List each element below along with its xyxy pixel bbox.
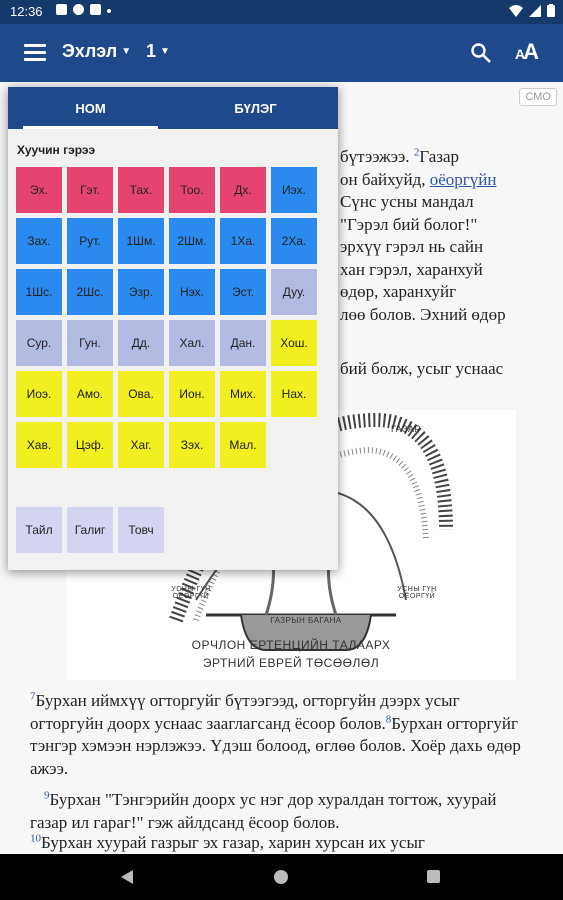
book-button[interactable]: 2Шс. — [67, 269, 113, 315]
book-button[interactable]: Эзр. — [118, 269, 164, 315]
book-button[interactable]: Иэх. — [271, 167, 317, 213]
illustration-caption: ОРЧЛОН ЕРТЕНЦИЙН ТАЛААРХ — [191, 638, 391, 652]
extra-button[interactable]: Тайл — [16, 507, 62, 553]
tab-books[interactable]: НОМ — [8, 87, 173, 129]
recents-icon[interactable] — [427, 870, 440, 883]
back-icon[interactable] — [121, 870, 133, 884]
book-button[interactable]: Нах. — [271, 371, 317, 417]
photo-notification-icon — [56, 4, 67, 15]
chapter-number: 1 — [146, 41, 157, 61]
status-bar — [0, 0, 563, 24]
book-button[interactable]: 2Шм. — [169, 218, 215, 264]
book-button[interactable]: Ион. — [169, 371, 215, 417]
search-icon[interactable] — [470, 42, 492, 64]
book-button[interactable]: Тах. — [118, 167, 164, 213]
book-button[interactable]: 2Ха. — [271, 218, 317, 264]
book-button[interactable]: Нэх. — [169, 269, 215, 315]
version-badge[interactable]: СМО — [519, 88, 557, 106]
book-button[interactable]: 1Ха. — [220, 218, 266, 264]
app-notification-icon — [90, 4, 101, 15]
wifi-icon — [509, 5, 523, 17]
app-bar — [0, 24, 563, 82]
book-button[interactable]: Гун. — [67, 320, 113, 366]
text-size-icon[interactable]: AA — [515, 39, 538, 64]
book-button[interactable]: Хав. — [16, 422, 62, 468]
cloud-notification-icon — [73, 4, 84, 15]
book-button[interactable]: Мих. — [220, 371, 266, 417]
battery-icon — [547, 4, 555, 17]
book-dropdown-icon: ▼ — [121, 46, 132, 57]
verse-10: $^{10}$Бурхан хуурай газрыг эх газар, харин хурсан их усыг — [30, 832, 425, 852]
book-button[interactable]: Эст. — [220, 269, 266, 315]
status-time: 12:36 — [10, 4, 43, 19]
book-button[interactable]: Рут. — [67, 218, 113, 264]
book-button[interactable]: Дд. — [118, 320, 164, 366]
extra-button[interactable]: Товч — [118, 507, 164, 553]
book-selector[interactable] — [62, 41, 131, 62]
verse-7: $^7$Бурхан иймхүү огторгуйг бүтээгээд, огторгуйн дээрх усыг огторгуйн доорх уснаас зааглагсанд ёсоор болов.$^8$Бурхан огторгуйг тэнгэр хэмээн нэрлэжээ. Үдэш болоод, өглөө болов. Хоёр дахь өдөр ажээ. — [30, 690, 521, 778]
book-button[interactable]: Хал. — [169, 320, 215, 366]
verse-9: $^9$Бурхан "Тэнгэрийн доорх ус нэг дор хуралдан тогтож, хуурай газар ил гараг!" гэж айлдсанд ёсоор болов. — [30, 789, 497, 832]
book-button[interactable]: 1Шм. — [118, 218, 164, 264]
book-button[interactable]: Зах. — [16, 218, 62, 264]
book-button[interactable]: Зэх. — [169, 422, 215, 468]
book-button[interactable]: Дан. — [220, 320, 266, 366]
verse-passage: бий болж, усыг уснаас — [340, 359, 504, 378]
extra-button[interactable]: Галиг — [67, 507, 113, 553]
menu-icon[interactable] — [24, 44, 46, 62]
tab-chapters[interactable]: БҮЛЭГ — [234, 101, 277, 116]
book-button[interactable]: Дуу. — [271, 269, 317, 315]
illustration-caption: ЭРТНИЙ ЕВРЕЙ ТӨСӨӨЛӨЛ — [202, 656, 380, 670]
book-button[interactable]: Эх. — [16, 167, 62, 213]
book-button[interactable]: Тоо. — [169, 167, 215, 213]
book-button[interactable]: 1Шс. — [16, 269, 62, 315]
navigation-bar — [0, 854, 563, 900]
book-name: Эхлэл — [62, 41, 118, 61]
chapter-dropdown-icon: ▼ — [160, 46, 170, 57]
book-button[interactable]: Хош. — [271, 320, 317, 366]
book-button[interactable]: Амо. — [67, 371, 113, 417]
chapter-selector[interactable] — [146, 41, 170, 62]
book-button[interactable]: Иоэ. — [16, 371, 62, 417]
book-button[interactable]: Цэф. — [67, 422, 113, 468]
book-button[interactable]: Мал. — [220, 422, 266, 468]
book-button[interactable]: Сур. — [16, 320, 62, 366]
home-icon[interactable] — [274, 870, 288, 884]
cosmology-illustration: ГАЗАР ГАЗРЫН БАГАНА УСНЫ ГҮН ОЁОРГҮЙ УСНЫ ГҮН ОЁОРГҮЙ ОРЧЛОН ЕРТЕНЦИЙН ТАЛААРХ ЭРТНИЙ ЕВРЕЙ ТӨСӨӨЛӨЛ — [66, 410, 516, 680]
section-title: Хуучин гэрээ — [17, 143, 96, 157]
book-button[interactable]: Гэт. — [67, 167, 113, 213]
more-notifications-icon — [107, 9, 111, 13]
verse-passage: бүтээжээ. $^2$Газар он байхуйд, оёоргүйн Сүнс усны мандал "Гэрэл бий болог!" эрхүү гэрэл нь сайн хан гэрэл, харанхуй өдөр, харанхуйг лөө болов. Эхний өдөр — [340, 146, 506, 324]
popup-tabs — [8, 87, 338, 129]
footnote-link[interactable]: оёоргүйн — [429, 169, 497, 189]
book-button[interactable]: Дх. — [220, 167, 266, 213]
book-picker-popup — [8, 87, 338, 570]
book-button[interactable]: Ова. — [118, 371, 164, 417]
book-button[interactable]: Хаг. — [118, 422, 164, 468]
signal-icon — [529, 5, 541, 17]
